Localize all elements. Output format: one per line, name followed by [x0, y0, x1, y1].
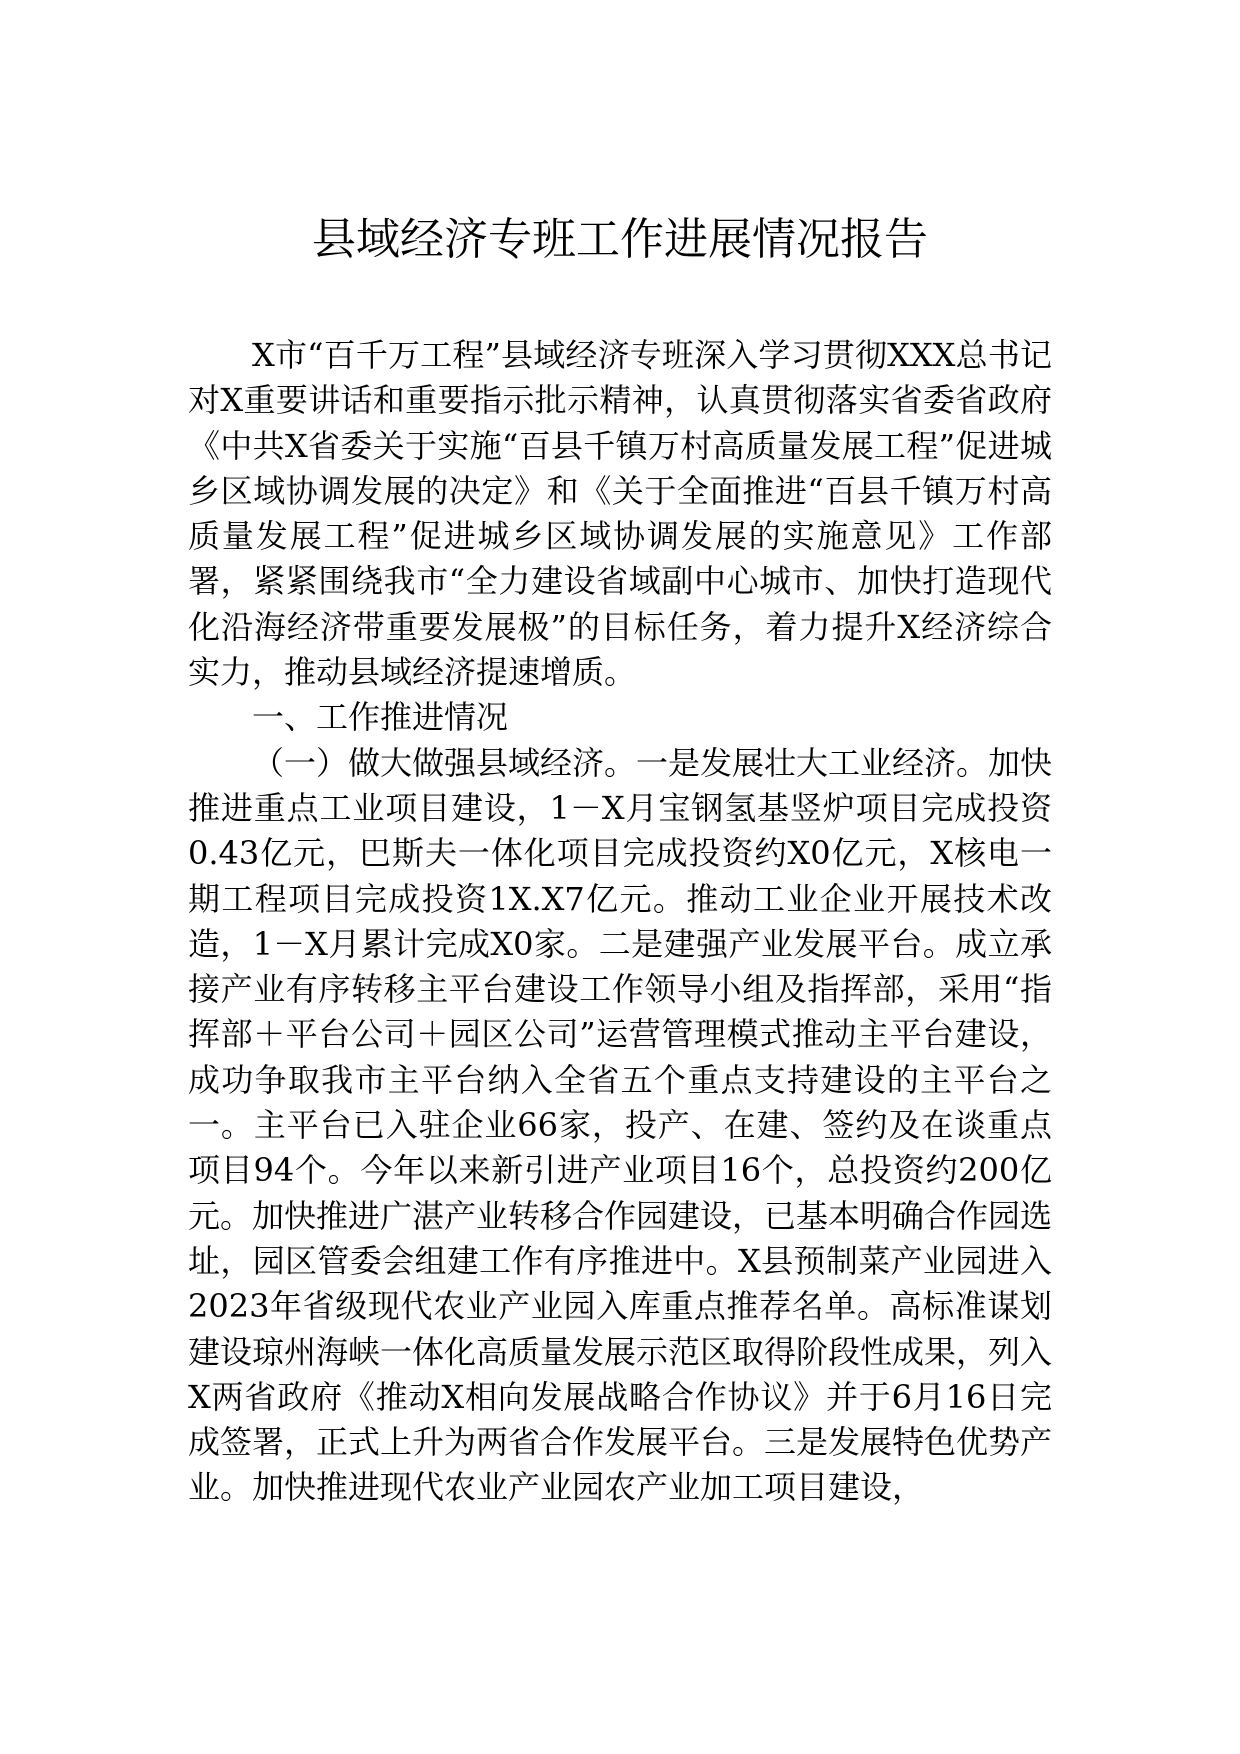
document-title: 县域经济专班工作进展情况报告: [312, 214, 928, 265]
subsection-county-economy-paragraph: （一）做大做强县域经济。一是发展壮大工业经济。加快推进重点工业项目建设，1－X月宝钢氢基竖炉项目完成投资0.43亿元，巴斯夫一体化项目完成投资约X0亿元，X核电一期工程项目完成投资1X.X7亿元。推动工业企业开展技术改造，1－X月累计完成X0家。二是建强产业发展平台。成立承接产业有序转移主平台建设工作领导小组及指挥部，采用“指挥部＋平台公司＋园区公司”运营管理模式推动主平台建设，成功争取我市主平台纳入全省五个重点支持建设的主平台之一。主平台已入驻企业66家，投产、在建、签约及在谈重点项目94个。今年以来新引进产业项目16个，总投资约200亿元。加快推进广湛产业转移合作园建设，已基本明确合作园选址，园区管委会组建工作有序推进中。X县预制菜产业园进入2023年省级现代农业产业园入库重点推荐名单。高标准谋划建设琼州海峡一体化高质量发展示范区取得阶段性成果，列入X两省政府《推动X相向发展战略合作协议》并于6月16日完成签署，正式上升为两省合作发展平台。三是发展特色优势产业。加快推进现代农业产业园农产业加工项目建设，: [188, 743, 1053, 1507]
document-body: [188, 333, 1052, 1511]
section-heading-work-progress: 一、工作推进情况: [252, 698, 509, 737]
intro-paragraph: X市“百千万工程”县域经济专班深入学习贯彻XXX总书记对X重要讲话和重要指示批示精神，认真贯彻落实省委省政府《中共X省委关于实施“百县千镇万村高质量发展工程”促进城乡区域协调发展的决定》和《关于全面推进“百县千镇万村高质量发展工程”促进城乡区域协调发展的实施意见》工作部署，紧紧围绕我市“全力建设省域副中心城市、加快打造现代化沿海经济带重要发展极”的目标任务，着力提升X经济综合实力，推动县域经济提速增质。: [188, 336, 1052, 692]
